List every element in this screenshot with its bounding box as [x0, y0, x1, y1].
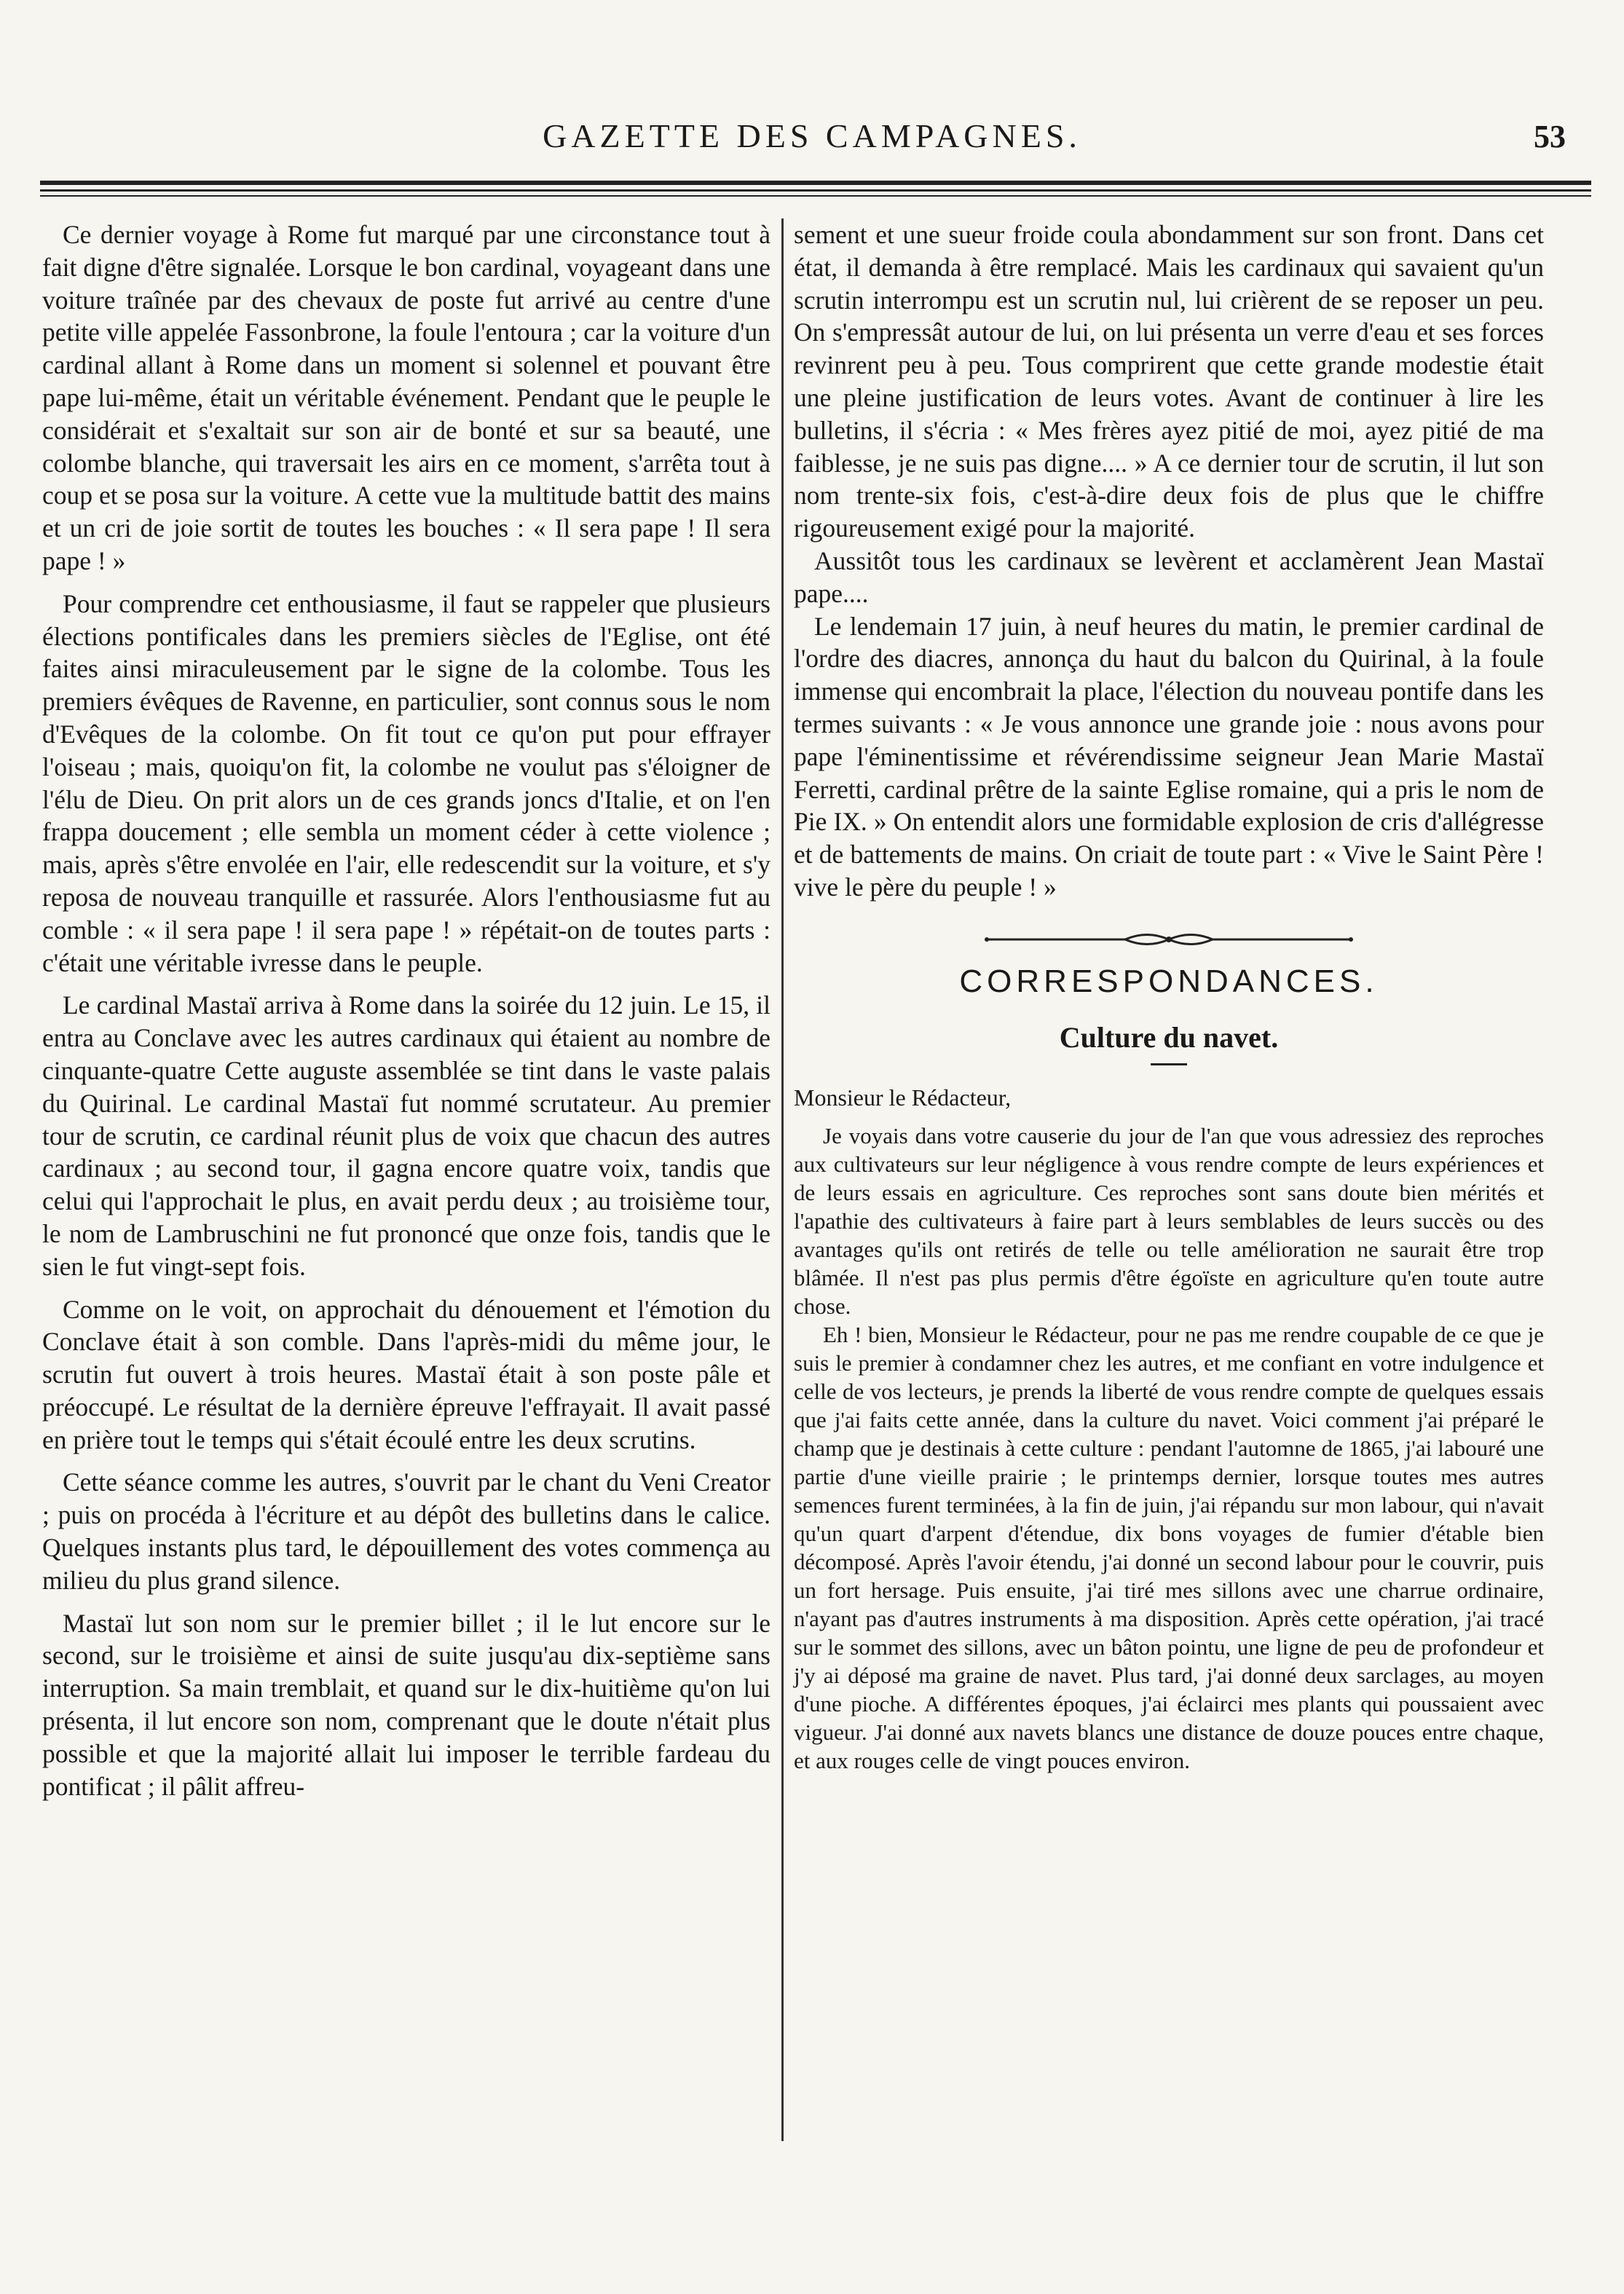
- page-number: 53: [1534, 119, 1566, 154]
- masthead-title: GAZETTE DES CAMPAGNES.: [543, 117, 1081, 154]
- column-divider: [781, 218, 784, 2141]
- article-paragraph: Mastaï lut son nom sur le premier billet ; il le lut encore sur le second, sur le troisième et ainsi de suite jusqu'au dix-septième sans interruption. Sa main tremblait, et quand sur le dix-huitième qu'on lui présenta, il lut encore son nom, comprenant que le doute n'était plus possible et que la majorité allait lui imposer le terrible fardeau du pontificat ; il pâlit affreu-: [42, 1608, 770, 1801]
- page-header: [44, 102, 1580, 160]
- letter-paragraph: Je voyais dans votre causerie du jour de l'an que vous adressiez des reproches aux cultivateurs sur leur négligence à vous rendre compte de leurs expériences et de leurs essais en agriculture. Ces reproches sont sans doute bien mérités et l'apathie des cultivateurs à faire part à leurs semblables de leurs succès ou des avantages qu'ils ont retirés de telle ou telle amélioration ne saurait être trop blâmée. Il n'est pas plus permis d'être égoïste en agriculture qu'en toute autre chose.: [794, 1122, 1544, 1319]
- header-rule: [40, 181, 1591, 185]
- section-title: CORRESPONDANCES.: [959, 963, 1379, 999]
- article-paragraph: sement et une sueur froide coula abondamment sur son front. Dans cet état, il demanda à être remplacé. Mais les cardinaux qui savaient qu'un scrutin interrompu est un scrutin nul, lui crièrent de se reposer un peu. On s'empressât autour de lui, on lui présenta un verre d'eau et ses forces revinrent peu à peu. Tous comprirent que cette grande modestie était une pleine justification de leurs votes. Avant de continuer à lire les bulletins, il s'écria : « Mes frères ayez pitié de moi, ayez pitié de ma faiblesse, je ne suis pas digne.... » A ce dernier tour de scrutin, il lut son nom trente-six fois, c'est-à-dire deux fois de plus que le chiffre rigoureusement exigé pour la majorité.: [794, 220, 1544, 543]
- article-subtitle: Culture du navet.: [1059, 1020, 1279, 1054]
- left-column: [42, 218, 770, 1802]
- header-rule: [40, 189, 1591, 192]
- right-column: [794, 218, 1544, 1775]
- header-rule: [40, 195, 1591, 197]
- article-paragraph: Le lendemain 17 juin, à neuf heures du matin, le premier cardinal de l'ordre des diacres, annonça du haut du balcon du Quirinal, à la foule immense qui encombrait la place, l'élection du nouveau pontife dans les termes suivants : « Je vous annonce une grande joie : nous avons pour pape l'éminentissime et révérendissime seigneur Jean Marie Mastaï Ferretti, cardinal prêtre de la sainte Eglise romaine, qui a pris le nom de Pie IX. » On entendit alors une formidable explosion de cris d'allégresse et de battements de mains. On criait de toute part : « Vive le Saint Père ! vive le père du peuple ! »: [794, 611, 1544, 902]
- subtitle-dash: [1151, 1063, 1187, 1065]
- article-paragraph: Aussitôt tous les cardinaux se levèrent et acclamèrent Jean Mastaï pape....: [794, 545, 1544, 608]
- letter-paragraph: Eh ! bien, Monsieur le Rédacteur, pour ne pas me rendre coupable de ce que je suis le premier à condamner chez les autres, et me confiant en votre indulgence et celle de vos lecteurs, je prends la liberté de vous rendre compte de quelques essais que j'ai faits cette année, dans la culture du navet. Voici comment j'ai préparé le champ que je destinais à cette culture : pendant l'automne de 1865, j'ai labouré une partie d'une vieille prairie ; le printemps dernier, lorsque toutes mes autres semences furent terminées, à la fin de juin, j'ai répandu sur mon labour, qui n'avait qu'un quart d'arpent d'étendue, dix bons voyages de fumier d'étable bien décomposé. Après l'avoir étendu, j'ai donné un second labour pour le couvrir, puis un fort hersage. Puis ensuite, j'ai tiré mes sillons avec une charrue ordinaire, n'ayant pas d'autres instruments à ma disposition. Après cette opération, j'ai tracé sur le sommet des sillons, avec un bâton pointu, une ligne de peu de profondeur et j'y ai déposé ma graine de navet. Plus tard, j'ai donné deux sarclages, au moyen d'une pioche. A différentes époques, j'ai éclairci mes plants qui poussaient avec vigueur. J'ai donné aux navets blancs une distance de douze pouces entre chaque, et aux rouges celle de vingt pouces environ.: [794, 1321, 1544, 1773]
- article-paragraph: Pour comprendre cet enthousiasme, il faut se rappeler que plusieurs élections pontificales dans les premiers siècles de l'Eglise, ont été faites ainsi miraculeusement par le signe de la colombe. Tous les premiers évêques de Ravenne, en particulier, sont connus sous le nom d'Evêques de la colombe. On fit tout ce qu'on put pour effrayer l'oiseau ; mais, quoiqu'on fit, la colombe ne voulut pas s'éloigner de l'élu de Dieu. On prit alors un de ces grands joncs d'Italie, et on l'en frappa doucement ; elle sembla un moment céder à cette violence ; mais, après s'être envolée en l'air, elle redescendit sur la voiture, et s'y reposa de nouveau tranquille et rassurée. Alors l'enthousiasme fut au comble : « il sera pape ! il sera pape ! » répétait-on de toutes parts : c'était une véritable ivresse dans le peuple.: [42, 588, 770, 977]
- article-paragraph: Cette séance comme les autres, s'ouvrit par le chant du Veni Creator ; puis on procéda à l'écriture et au dépôt des bulletins dans le calice. Quelques instants plus tard, le dépouillement des votes commença au milieu du plus grand silence.: [42, 1467, 770, 1595]
- article-paragraph: Comme on le voit, on approchait du dénouement et l'émotion du Conclave était à son comble. Dans l'après-midi du même jour, le scrutin fut ouvert à trois heures. Mastaï était à son poste pâle et préoccupé. Le résultat de la dernière épreuve l'effrayait. Il avait passé en prière tout le temps qui s'était écoulé entre les deux scrutins.: [42, 1294, 770, 1454]
- article-paragraph: Le cardinal Mastaï arriva à Rome dans la soirée du 12 juin. Le 15, il entra au Conclave avec les autres cardinaux qui étaient au nombre de cinquante-quatre Cette auguste assemblée se tint dans le vaste palais du Quirinal. Le cardinal Mastaï fut nommé scrutateur. Au premier tour de scrutin, ce cardinal réunit plus de voix que chacun des autres cardinaux ; au second tour, il gagna encore quatre voix, tandis que celui qui l'approchait le plus, en avait perdu deux ; au troisième tour, le nom de Lambruschini ne fut prononcé que onze fois, tandis que le sien le fut vingt-sept fois.: [42, 990, 770, 1281]
- article-paragraph: Ce dernier voyage à Rome fut marqué par une circonstance tout à fait digne d'être signalée. Lorsque le bon cardinal, voyageant dans une voiture traînée par des chevaux de poste fut arrivé au centre d'une petite ville appelée Fassonbrone, la foule l'entoura ; car la voiture d'un cardinal allant à Rome dans un moment si solennel et pouvant être pape lui-même, était un véritable événement. Pendant que le peuple le considérait et s'exaltait sur son air de bonté et sur sa beauté, une colombe blanche, qui traversait les airs en ce moment, s'arrêta tout à coup et se posa sur la voiture. A cette vue la multitude battit des mains et un cri de joie sortit de toutes les bouches : « Il sera pape ! Il sera pape ! »: [42, 220, 770, 575]
- ornament-flourish-icon: [979, 929, 1358, 950]
- letter-salutation: Monsieur le Rédacteur,: [794, 1084, 1012, 1111]
- ornamental-divider: [794, 929, 1544, 950]
